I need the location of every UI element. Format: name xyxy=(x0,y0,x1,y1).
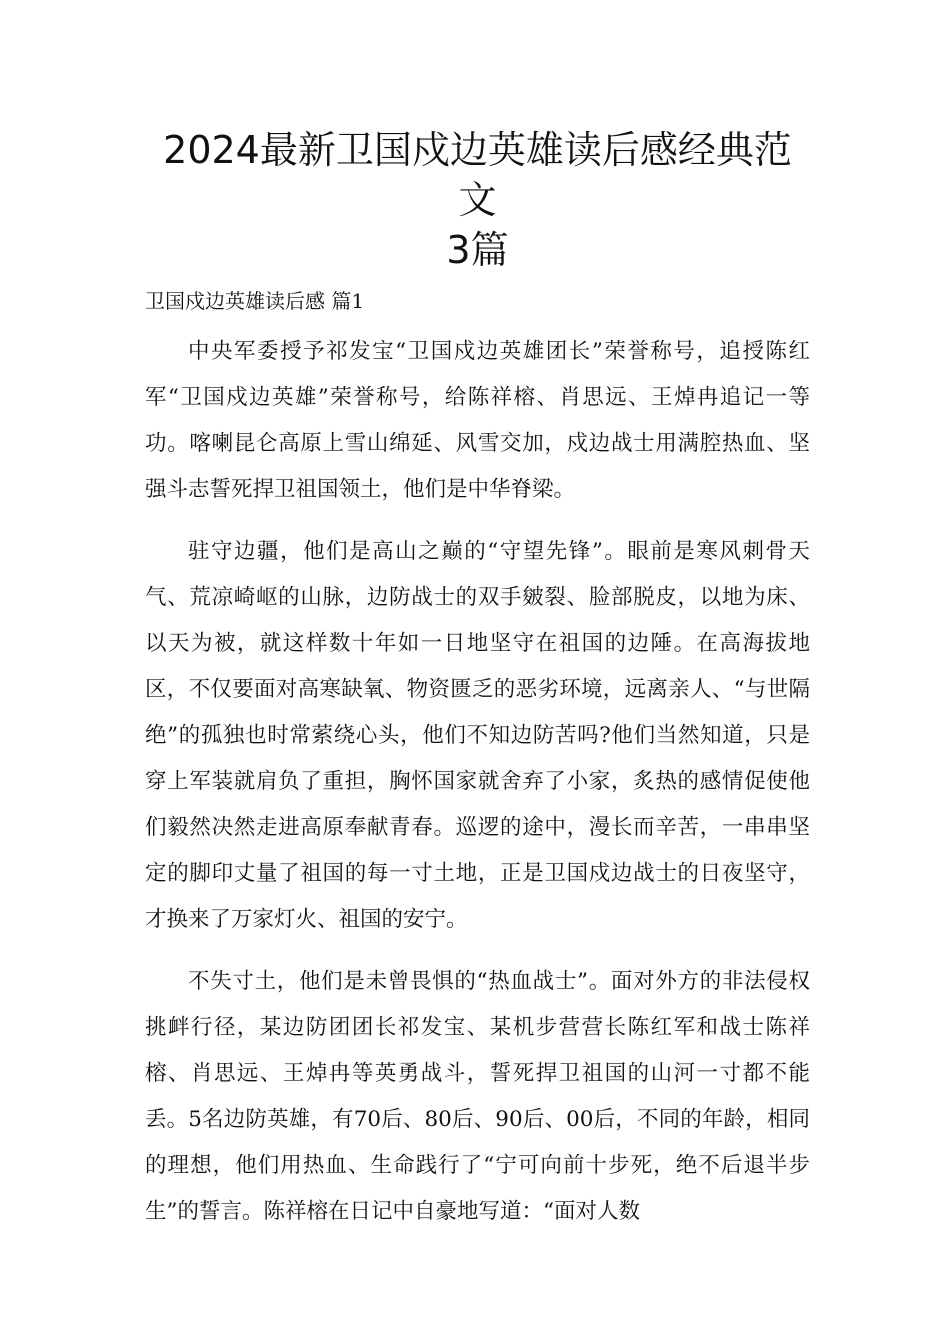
paragraph-2: 驻守边疆，他们是高山之巅的“守望先锋”。眼前是寒风刺骨天气、荒凉崎岖的山脉，边防战士的双手皴裂、脸部脱皮，以地为床、以天为被，就这样数十年如一日地坚守在祖国的边陲。在高海拔地区，不仅要面对高寒缺氧、物资匮乏的恶劣环境，远离亲人、“与世隔绝”的孤独也时常萦绕心头，他们不知边防苦吗?他们当然知道，只是穿上军装就肩负了重担，胸怀国家就舍弃了小家，炙热的感情促使他们毅然决然走进高原奉献青春。巡逻的途中，漫长而辛苦，一串串坚定的脚印丈量了祖国的每一寸土地，正是卫国戍边战士的日夜坚守，才换来了万家灯火、祖国的安宁。 xyxy=(145,539,810,932)
document-title xyxy=(145,125,810,275)
paragraph-3: 不失寸土，他们是未曾畏惧的“热血战士”。面对外方的非法侵权挑衅行径，某边防团团长祁发宝、某机步营营长陈红军和战士陈祥榕、肖思远、王焯冉等英勇战斗，誓死捍卫祖国的山河一寸都不能丢。5名边防英雄，有70后、80后、90后、00后，不同的年龄，相同的理想，他们用热血、生命践行了“宁可向前十步死，绝不后退半步生”的誓言。陈祥榕在日记中自豪地写道：“面对人数 xyxy=(145,969,810,1224)
section-heading: 卫国戍边英雄读后感 篇1 xyxy=(145,289,365,313)
document-title-line-2: 3篇 xyxy=(446,228,509,272)
paragraph-1: 中央军委授予祁发宝“卫国戍边英雄团长”荣誉称号，追授陈红军“卫国戍边英雄”荣誉称号，给陈祥榕、肖思远、王焯冉追记一等功。喀喇昆仑高原上雪山绵延、风雪交加，戍边战士用满腔热血、坚强斗志誓死捍卫祖国领土，他们是中华脊梁。 xyxy=(145,339,810,502)
document-title-line-1: 2024最新卫国戍边英雄读后感经典范文 xyxy=(163,128,792,222)
